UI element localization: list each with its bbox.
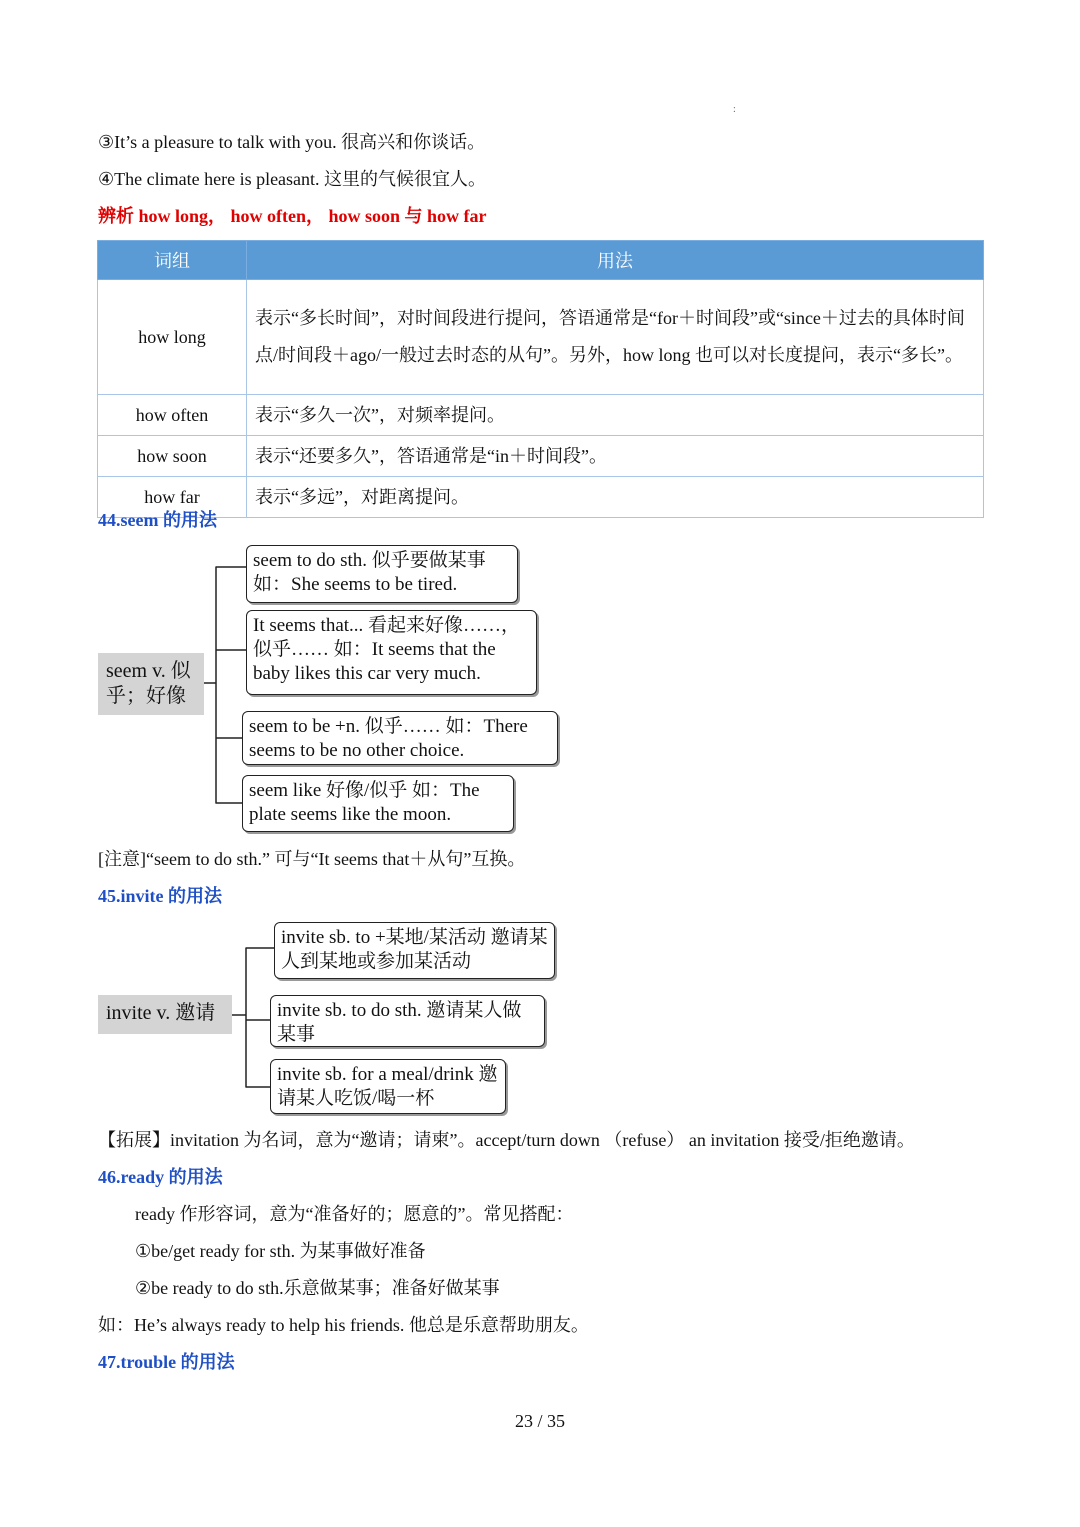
table-header-term: 词组 (98, 241, 247, 280)
invite-section-title: 45.invite 的用法 (98, 886, 222, 906)
seem-root-node: seem v. 似乎；好像 (98, 653, 204, 715)
ready-line-1: ready 作形容词，意为“准备好的；愿意的”。常见搭配： (135, 1204, 574, 1224)
term-cell: how soon (98, 436, 247, 477)
invite-branch-3: invite sb. for a meal/drink 邀请某人吃饭/喝一杯 (270, 1059, 506, 1114)
usage-cell: 表示“多远”，对距离提问。 (247, 477, 984, 518)
invite-branch-2: invite sb. to do sth. 邀请某人做某事 (270, 995, 545, 1047)
distinguish-title: 辨析 how long， how often， how soon 与 how far (98, 206, 487, 226)
ready-line-3: ②be ready to do sth.乐意做某事；准备好做某事 (135, 1278, 500, 1298)
header-mark: : (733, 104, 736, 115)
ready-example: 如：He’s always ready to help his friends. 他总是乐意帮助朋友。 (98, 1315, 589, 1335)
term-cell: how far (98, 477, 247, 518)
invite-root-node: invite v. 邀请 (98, 995, 232, 1034)
seem-note: [注意]“seem to do sth.” 可与“It seems that＋从句”互换。 (98, 849, 526, 869)
example-4: ④The climate here is pleasant. 这里的气候很宜人。 (98, 169, 487, 189)
usage-cell: 表示“多长时间”，对时间段进行提问，答语通常是“for＋时间段”或“since＋过去的具体时间点/时间段＋ago/一般过去时态的从句”。另外，how long 也可以对长度提问，表示“多长”。 (247, 280, 984, 395)
seem-branch-1: seem to do sth. 似乎要做某事 如：She seems to be tired. (246, 545, 518, 603)
seem-section-title: 44.seem 的用法 (98, 510, 217, 530)
table-header-usage: 用法 (247, 241, 984, 280)
term-cell: how long (98, 280, 247, 395)
invite-extension: 【拓展】invitation 为名词，意为“邀请；请柬”。accept/turn down （refuse） an invitation 接受/拒绝邀请。 (98, 1130, 915, 1150)
usage-cell: 表示“多久一次”，对频率提问。 (247, 395, 984, 436)
invite-branch-1: invite sb. to +某地/某活动 邀请某人到某地或参加某活动 (274, 922, 555, 979)
example-3: ③It’s a pleasure to talk with you. 很高兴和你谈话。 (98, 132, 486, 152)
seem-branch-2: It seems that... 看起来好像……，似乎…… 如：It seems that the baby likes this car very much. (246, 610, 537, 695)
usage-cell: 表示“还要多久”，答语通常是“in＋时间段”。 (247, 436, 984, 477)
ready-section-title: 46.ready 的用法 (98, 1167, 223, 1187)
ready-line-2: ①be/get ready for sth. 为某事做好准备 (135, 1241, 426, 1261)
seem-branch-4: seem like 好像/似乎 如：The plate seems like the moon. (242, 775, 514, 832)
trouble-section-title: 47.trouble 的用法 (98, 1352, 235, 1372)
page-number: 23 / 35 (514, 1411, 565, 1431)
seem-branch-3: seem to be +n. 似乎…… 如：There seems to be no other choice. (242, 711, 558, 765)
term-cell: how often (98, 395, 247, 436)
